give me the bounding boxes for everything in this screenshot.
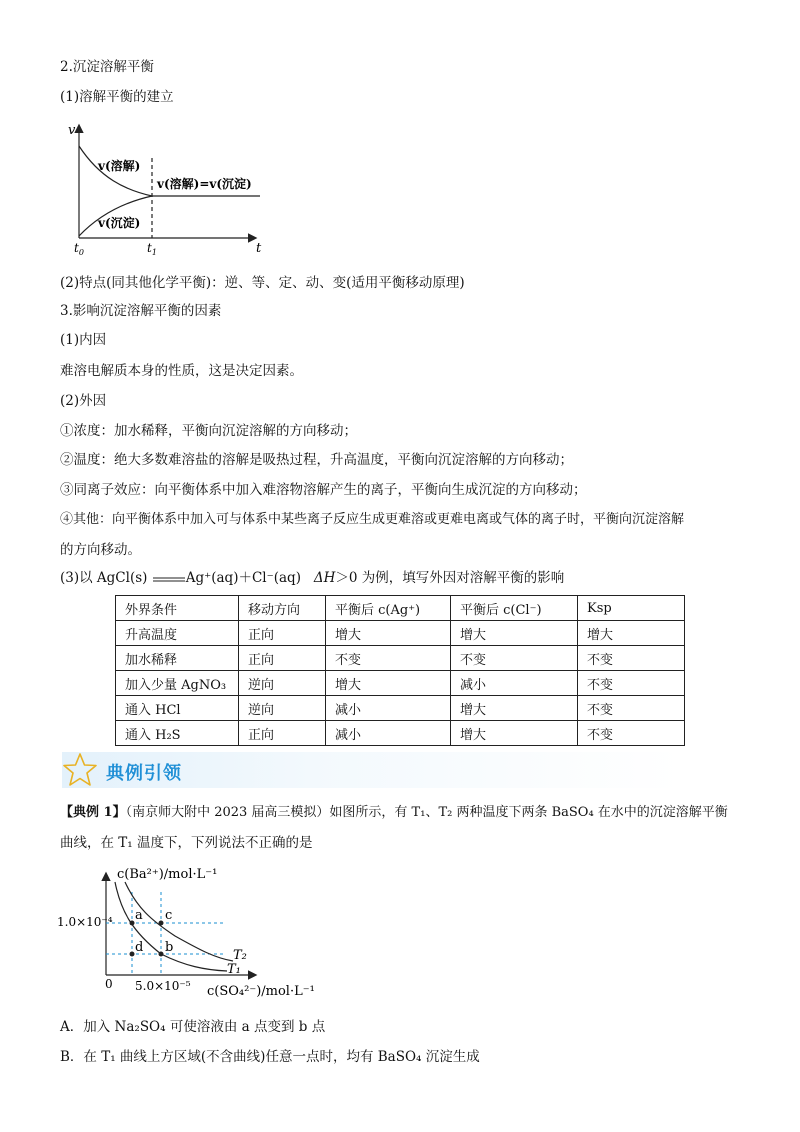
table-header-cell: Ksp	[578, 596, 685, 621]
features-text: (2)特点(同其他化学平衡)：逆、等、定、动、变(适用平衡移动原理)	[60, 275, 465, 291]
curve-t2-label: T₂	[233, 948, 247, 963]
point-b	[159, 952, 164, 957]
table-cell: 不变	[578, 646, 685, 671]
table-row	[116, 721, 685, 746]
table-header-cell: 外界条件	[116, 596, 239, 621]
table-cell: 加入少量 AgNO₃	[116, 671, 239, 696]
table-cell: 不变	[326, 646, 451, 671]
table-cell: 增大	[326, 671, 451, 696]
external-item-4-cont: 的方向移动。	[60, 542, 141, 558]
star-icon	[62, 752, 98, 788]
x-tick-label: 5.0×10⁻⁵	[135, 979, 191, 993]
ksp-chart	[55, 862, 335, 1002]
y-axis-label: v	[68, 123, 76, 138]
table-cell: 减小	[451, 671, 578, 696]
external-item-4: ④其他：向平衡体系中加入可与体系中某些离子反应生成更难溶或更难电离或气体的离子时，平衡向沉淀溶解	[60, 512, 685, 527]
table-cell: 逆向	[239, 671, 326, 696]
table-cell: 增大	[326, 621, 451, 646]
table-header-cell: 平衡后 c(Ag⁺)	[326, 596, 451, 621]
table-row	[116, 621, 685, 646]
x-axis-label: t	[256, 241, 262, 256]
y-axis-label: c(Ba²⁺)/mol·L⁻¹	[117, 867, 218, 882]
example-question-line-2: 曲线，在 T₁ 温度下，下列说法不正确的是	[60, 835, 313, 851]
banner-title: 典例引领	[106, 763, 182, 784]
t1-label: $t_1$	[147, 241, 157, 257]
table-header-cell: 移动方向	[239, 596, 326, 621]
option-a: A．加入 Na₂SO₄ 可使溶液由 a 点变到 b 点	[60, 1019, 326, 1035]
section-title: 2.沉淀溶解平衡	[60, 59, 154, 75]
option-b: B．在 T₁ 曲线上方区域(不含曲线)任意一点时，均有 BaSO₄ 沉淀生成	[60, 1049, 480, 1065]
table-cell: 不变	[578, 696, 685, 721]
table-row	[116, 646, 685, 671]
precip-label: v(沉淀)	[98, 216, 141, 230]
example-question-line-1: 【典例 1】（南京师大附中 2023 届高三模拟）如图所示，有 T₁、T₂ 两种温度下两条 BaSO₄ 在水中的沉淀溶解平衡	[60, 805, 728, 820]
table-cell: 正向	[239, 721, 326, 746]
external-item-2: ②温度：绝大多数难溶盐的溶解是吸热过程，升高温度，平衡向沉淀溶解的方向移动；	[60, 452, 573, 468]
external-item-3: ③同离子效应：向平衡体系中加入难溶物溶解产生的离子，平衡向生成沉淀的方向移动；	[60, 482, 587, 498]
equilibrium-arrow-icon	[152, 573, 186, 585]
table-cell: 正向	[239, 646, 326, 671]
point-c	[159, 921, 164, 926]
table-cell: 增大	[451, 721, 578, 746]
table-cell: 逆向	[239, 696, 326, 721]
x-axis-label: c(SO₄²⁻)/mol·L⁻¹	[207, 984, 315, 999]
table-header-row	[116, 596, 685, 621]
table-header-cell: 平衡后 c(Cl⁻)	[451, 596, 578, 621]
table-cell: 不变	[578, 721, 685, 746]
t0-label: $t_0$	[74, 241, 84, 257]
table-cell: 不变	[451, 646, 578, 671]
example-banner	[62, 752, 682, 788]
internal-text: 难溶电解质本身的性质，这是决定因素。	[60, 363, 303, 379]
rate-time-chart	[60, 118, 270, 258]
dissolve-label: v(溶解)	[98, 159, 141, 173]
origin-label: 0	[105, 977, 113, 991]
point-a-label: a	[135, 908, 143, 923]
table-cell: 通入 H₂S	[116, 721, 239, 746]
table-cell: 加水稀释	[116, 646, 239, 671]
table-cell: 升高温度	[116, 621, 239, 646]
external-title: (2)外因	[60, 393, 107, 409]
subsection-title: (1)溶解平衡的建立	[60, 89, 174, 105]
table-cell: 增大	[578, 621, 685, 646]
external-item-1: ①浓度：加水稀释，平衡向沉淀溶解的方向移动；	[60, 423, 357, 439]
table-cell: 增大	[451, 696, 578, 721]
table-cell: 正向	[239, 621, 326, 646]
effects-table	[115, 595, 685, 746]
table-cell: 通入 HCl	[116, 696, 239, 721]
table-cell: 减小	[326, 721, 451, 746]
point-c-label: c	[165, 908, 173, 923]
point-d-label: d	[135, 940, 144, 955]
table-row	[116, 671, 685, 696]
y-tick-label: 1.0×10⁻⁴	[57, 915, 113, 929]
curve-t1-label: T₁	[227, 962, 241, 977]
table-row	[116, 696, 685, 721]
table-cell: 增大	[451, 621, 578, 646]
point-d	[130, 952, 135, 957]
internal-title: (1)内因	[60, 332, 107, 348]
table-cell: 减小	[326, 696, 451, 721]
equal-label: v(溶解)=v(沉淀)	[157, 177, 252, 191]
point-a	[130, 921, 135, 926]
table-cell: 不变	[578, 671, 685, 696]
example-intro: (3)以 AgCl(s) Ag⁺(aq)＋Cl⁻(aq) ΔH＞0 为例，填写外因对溶解平衡的影响	[60, 570, 565, 586]
point-b-label: b	[165, 940, 174, 955]
factors-title: 3.影响沉淀溶解平衡的因素	[60, 303, 222, 319]
